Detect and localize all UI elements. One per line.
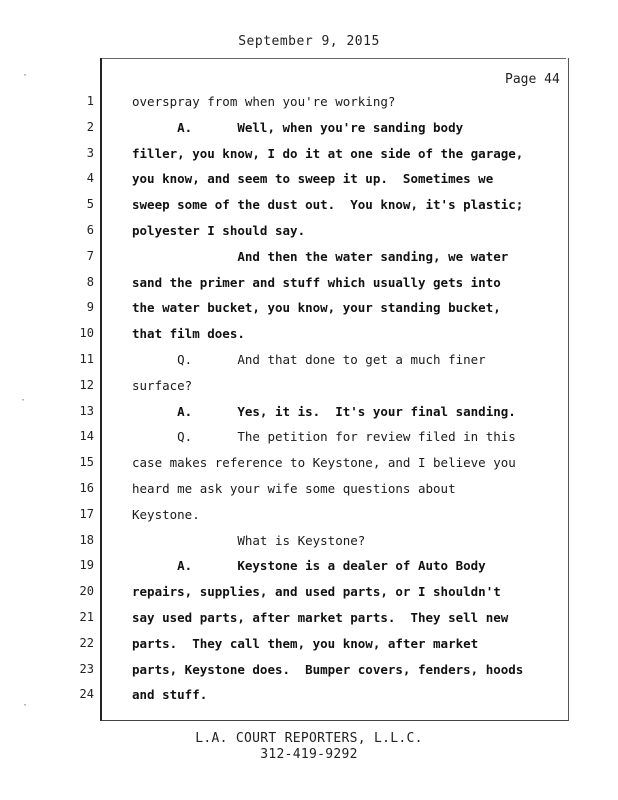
line-number: 12	[79, 377, 94, 392]
line-number: 17	[79, 506, 94, 521]
line-number: 9	[86, 300, 94, 315]
line-number: 18	[79, 532, 94, 547]
header-date: September 9, 2015	[238, 34, 380, 49]
line-number: 2	[86, 119, 94, 134]
scan-speck: ·	[20, 395, 27, 406]
transcript-line: And then the water sanding, we water	[132, 248, 509, 264]
line-number: 10	[79, 326, 94, 341]
transcript-line: polyester I should say.	[132, 223, 306, 238]
transcript-line: parts. They call them, you know, after market	[132, 635, 479, 651]
transcript-line: say used parts, after market parts. They sell new	[132, 610, 509, 625]
line-number: 8	[86, 274, 94, 289]
line-number: 5	[86, 197, 94, 212]
line-number: 24	[79, 687, 94, 702]
transcript-line: A. Keystone is a dealer of Auto Body	[132, 558, 486, 574]
transcript-line: Q. And that done to get a much finer	[132, 352, 486, 367]
transcript-line: Q. The petition for review filed in this	[132, 429, 516, 445]
transcript-line: surface?	[132, 377, 193, 393]
transcript-line: A. Well, when you're sanding body	[132, 119, 464, 135]
transcript-line: What is Keystone?	[132, 532, 366, 548]
line-number: 4	[86, 171, 94, 186]
line-number: 3	[86, 145, 94, 160]
transcript-line: A. Yes, it is. It's your final sanding.	[132, 403, 516, 419]
transcript-line: and stuff.	[132, 687, 208, 703]
line-number: 14	[79, 429, 94, 444]
transcript-line: sweep some of the dust out. You know, it's plastic;	[132, 197, 524, 213]
transcript-line: repairs, supplies, and used parts, or I shouldn't	[132, 584, 501, 600]
transcript-line: heard me ask your wife some questions about	[132, 481, 456, 496]
line-number: 23	[79, 661, 94, 676]
line-number: 21	[79, 610, 94, 624]
line-number: 19	[79, 558, 94, 573]
line-number: 13	[79, 403, 94, 418]
line-number: 1	[86, 94, 94, 108]
line-number: 22	[79, 635, 94, 650]
transcript-line: overspray from when you're working?	[132, 94, 396, 109]
line-number: 16	[79, 481, 94, 495]
transcript-line: case makes reference to Keystone, and I believe you	[132, 455, 516, 471]
transcript-line: you know, and seem to sweep it up. Sometimes we	[132, 171, 494, 187]
line-number: 11	[79, 352, 94, 366]
transcript-line: Keystone.	[132, 506, 200, 522]
transcript-line: filler, you know, I do it at one side of the garage,	[132, 145, 524, 161]
line-number: 15	[79, 455, 94, 470]
footer-phone: 312-419-9292	[260, 747, 358, 762]
transcript-line: the water bucket, you know, your standing bucket,	[132, 300, 501, 316]
line-number: 20	[79, 584, 94, 599]
scan-speck: ·	[22, 70, 29, 81]
transcript-line: parts, Keystone does. Bumper covers, fenders, hoods	[132, 661, 524, 677]
scan-speck: ·	[22, 700, 29, 711]
transcript-line: sand the primer and stuff which usually gets into	[132, 274, 501, 290]
footer-company: L.A. COURT REPORTERS, L.L.C.	[195, 731, 423, 746]
line-number: 7	[86, 248, 94, 263]
line-number: 6	[86, 223, 94, 237]
transcript-line: that film does.	[132, 326, 245, 342]
page-number: Page 44	[505, 72, 560, 87]
